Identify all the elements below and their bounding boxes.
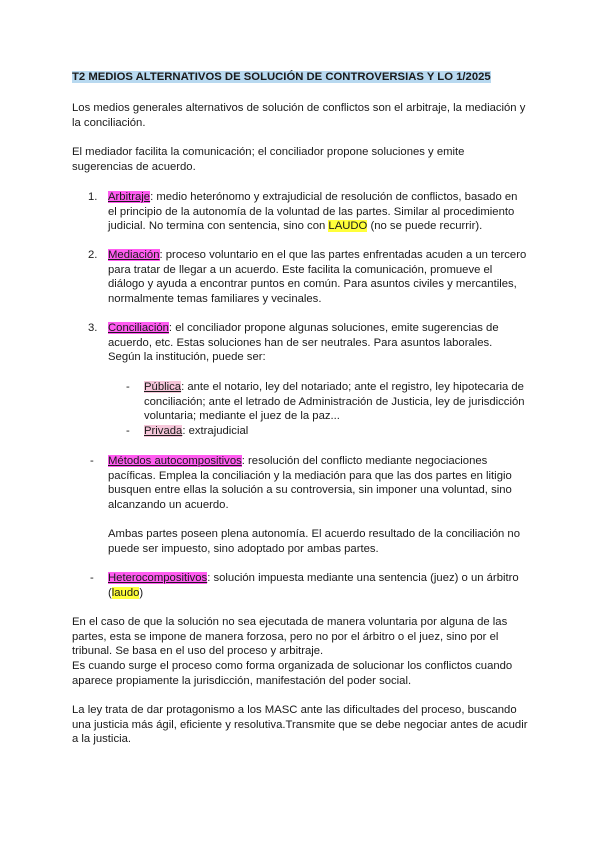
sub-item-publica (144, 380, 534, 424)
arbitraje-text: : medio heterónomo y extrajudicial de resolución de conflictos, basado en el principio de la autonomía de la voluntad de las partes. Similar al procedimiento judicial. No termina con sentencia, sino con (108, 191, 518, 233)
autocompositivos-extra: Ambas partes poseen plena autonomía. El acuerdo resultado de la conciliación no puede ser impuesto, sino adoptado por ambas partes. (108, 528, 520, 555)
bullet-dash-2: - (90, 572, 94, 584)
paragraph-masc: La ley trata de dar protagonismo a los MASC ante las dificultades del proceso, buscando una justicia más ágil, eficiente y resolutiva.Transmite que se debe negociar antes de acudir a la justicia. (72, 704, 528, 746)
list-number-3: 3. (88, 322, 98, 334)
title-text: T2 MEDIOS ALTERNATIVOS DE SOLUCIÓN DE CONTROVERSIAS Y LO 1/2025 (72, 71, 491, 83)
heterocompositivos-text: : solución impuesta mediante una sentencia (juez) o un árbitro ( (108, 572, 519, 599)
bullet-dash-1: - (90, 455, 94, 467)
document-title (72, 70, 491, 85)
term-autocompositivos: Métodos autocompositivos (108, 455, 242, 467)
sub-dash-1: - (126, 381, 130, 393)
laudo-highlight: LAUDO (328, 220, 368, 233)
conciliacion-text: : el conciliador propone algunas soluciones, emite sugerencias de acuerdo, etc. Estas soluciones han de ser neutrales. Para asuntos laborales. Según la institución, puede ser: (108, 322, 499, 364)
term-arbitraje: Arbitraje (108, 191, 151, 203)
autocompositivos-text: : resolución del conflicto mediante negociaciones pacíficas. Emplea la conciliación y la mediación para que las dos partes en litigio busquen entre ellas la solución a su controversia, sin imponer una voluntad, sino alcanzando un acuerdo. (108, 455, 512, 511)
sub-dash-2: - (126, 425, 130, 437)
term-heterocompositivos: Heterocompositivos (108, 572, 208, 584)
list-number-2: 2. (88, 249, 98, 261)
paragraph-ejecucion: En el caso de que la solución no sea ejecutada de manera voluntaria por alguna de las partes, esta se impone de manera forzosa, pero no por el árbitro o el juez, sino por el tribunal. Se basa en el uso del proceso y arbitraje. (72, 616, 508, 658)
heterocompositivos-text-end: ) (139, 586, 144, 599)
term-conciliacion: Conciliación (108, 322, 169, 334)
list-number-1: 1. (88, 191, 98, 203)
list-item-arbitraje (108, 190, 528, 234)
privada-text: : extrajudicial (182, 425, 249, 437)
term-publica: Pública (144, 381, 182, 393)
bullet-heterocompositivos (108, 571, 528, 600)
laudo-highlight-2: laudo (111, 586, 140, 599)
intro-paragraph-2: El mediador facilita la comunicación; el conciliador propone soluciones y emite sugerencias de acuerdo. (72, 146, 465, 173)
sub-item-privada (144, 424, 534, 439)
arbitraje-text-end: (no se puede recurrir). (367, 220, 483, 233)
paragraph-jurisdiccion: Es cuando surge el proceso como forma organizada de solucionar los conflictos cuando aparece propiamente la jurisdicción, manifestación del poder social. (72, 660, 513, 687)
intro-paragraph-1: Los medios generales alternativos de solución de conflictos son el arbitraje, la mediación y la conciliación. (72, 102, 526, 129)
mediacion-text: : proceso voluntario en el que las partes enfrentadas acuden a un tercero para tratar de llegar a un acuerdo. Este facilita la comunicación, promueve el diálogo y ayuda a encontrar puntos en común. Para asuntos civiles y mercantiles, normalmente temas familiares y vecinales. (108, 249, 527, 305)
publica-text: : ante el notario, ley del notariado; ante el registro, ley hipotecaria de conciliación; ante el letrado de Administración de Justicia, ley de jurisdicción voluntaria; mediante el juez de la paz... (144, 381, 525, 423)
term-privada: Privada (144, 425, 183, 437)
list-item-conciliacion (108, 321, 528, 365)
list-item-mediacion (108, 248, 528, 306)
bullet-autocompositivos (108, 454, 528, 512)
term-mediacion: Mediación (108, 249, 160, 261)
